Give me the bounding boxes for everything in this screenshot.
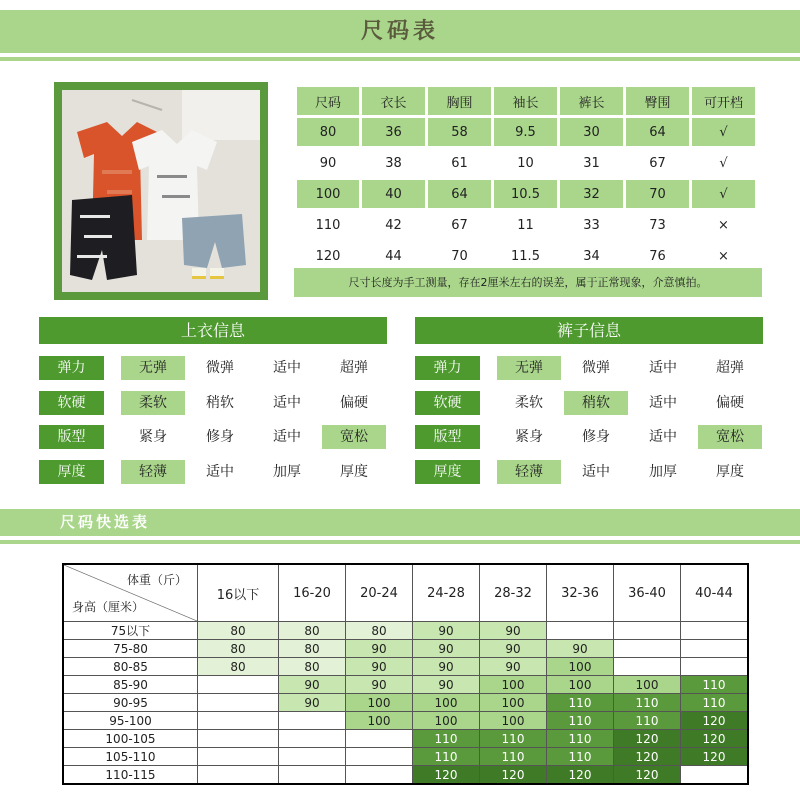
size-cell (614, 658, 681, 676)
property-option: 偏硬 (716, 395, 744, 411)
table-row (63, 730, 748, 748)
property-row (39, 356, 387, 380)
height-row-header: 90-95 (63, 694, 198, 712)
size-table-header (297, 87, 755, 115)
table-cell: 9.5 (494, 118, 557, 146)
size-cell: 110 (681, 676, 749, 694)
size-cell: 90 (346, 658, 413, 676)
property-option: 加厚 (273, 464, 301, 480)
quick-select-underline (0, 540, 800, 544)
property-label: 弹力 (415, 356, 480, 380)
weight-column-header: 28-32 (480, 564, 547, 622)
height-row-header: 75-80 (63, 640, 198, 658)
weight-label: 体重（斤） (126, 573, 187, 587)
table-row (63, 694, 748, 712)
size-cell: 120 (614, 766, 681, 785)
table-cell: 11 (494, 211, 557, 239)
table-cell: × (692, 211, 755, 239)
property-option: 厚度 (340, 464, 368, 480)
table-cell: 76 (626, 242, 689, 270)
property-option: 修身 (206, 429, 234, 445)
table-cell: √ (692, 180, 755, 208)
property-row (415, 460, 763, 484)
table-row (297, 242, 755, 270)
quick-select-title: 尺码快选表 (60, 513, 151, 531)
table-row (297, 180, 755, 208)
property-option: 紧身 (139, 429, 167, 445)
property-row (39, 425, 387, 449)
size-table (294, 84, 758, 273)
table-cell: 73 (626, 211, 689, 239)
size-cell (279, 730, 346, 748)
size-cell: 100 (480, 712, 547, 730)
property-label: 软硬 (415, 391, 480, 415)
size-cell (198, 694, 279, 712)
size-cell: 90 (346, 676, 413, 694)
weight-column-header: 20-24 (346, 564, 413, 622)
table-cell: √ (692, 149, 755, 177)
size-cell (279, 712, 346, 730)
diagonal-header (64, 565, 197, 621)
weight-column-header: 16以下 (198, 564, 279, 622)
property-option: 加厚 (649, 464, 677, 480)
property-option: 偏硬 (340, 395, 368, 411)
weight-column-header: 24-28 (413, 564, 480, 622)
table-cell: 90 (297, 149, 359, 177)
property-option-selected: 宽松 (322, 425, 386, 449)
size-cell: 90 (413, 676, 480, 694)
table-cell: √ (692, 118, 755, 146)
table-cell: 31 (560, 149, 623, 177)
size-cell: 120 (681, 748, 749, 766)
size-cell: 110 (547, 748, 614, 766)
table-cell: 42 (362, 211, 425, 239)
property-option: 适中 (649, 360, 677, 376)
title-underline (0, 57, 800, 61)
property-option: 适中 (649, 429, 677, 445)
table-row (63, 748, 748, 766)
property-label: 厚度 (415, 460, 480, 484)
size-cell: 110 (614, 694, 681, 712)
property-row (415, 391, 763, 415)
size-cell: 80 (279, 658, 346, 676)
table-cell: 64 (428, 180, 491, 208)
table-cell: 32 (560, 180, 623, 208)
size-cell: 120 (681, 730, 749, 748)
property-option: 适中 (273, 360, 301, 376)
size-cell: 100 (413, 694, 480, 712)
table-row (63, 622, 748, 640)
size-cell: 120 (614, 730, 681, 748)
size-cell (346, 730, 413, 748)
property-option-selected: 柔软 (121, 391, 185, 415)
table-cell: 100 (297, 180, 359, 208)
property-option: 微弹 (206, 360, 234, 376)
table-cell: 34 (560, 242, 623, 270)
property-row (39, 391, 387, 415)
size-cell: 100 (547, 658, 614, 676)
property-option: 紧身 (515, 429, 543, 445)
table-cell: 10 (494, 149, 557, 177)
size-cell: 90 (279, 676, 346, 694)
height-row-header: 100-105 (63, 730, 198, 748)
size-cell (279, 748, 346, 766)
property-option-selected: 无弹 (121, 356, 185, 380)
table-cell: 67 (428, 211, 491, 239)
product-photo (54, 82, 268, 300)
size-cell: 110 (547, 730, 614, 748)
table-row (63, 658, 748, 676)
table-row (297, 149, 755, 177)
property-label: 弹力 (39, 356, 104, 380)
property-row (39, 460, 387, 484)
weight-column-header: 16-20 (279, 564, 346, 622)
size-cell: 90 (480, 622, 547, 640)
size-cell: 110 (614, 712, 681, 730)
size-cell: 100 (480, 676, 547, 694)
size-cell: 100 (346, 694, 413, 712)
pants-info-title: 裤子信息 (415, 317, 763, 344)
quick-select-table (62, 563, 749, 785)
size-cell: 110 (480, 730, 547, 748)
size-cell: 80 (198, 622, 279, 640)
table-row (297, 211, 755, 239)
size-cell (198, 712, 279, 730)
table-cell: 36 (362, 118, 425, 146)
size-cell: 90 (346, 640, 413, 658)
size-cell: 90 (279, 694, 346, 712)
size-cell (279, 766, 346, 785)
property-option-selected: 稍软 (564, 391, 628, 415)
table-cell: 80 (297, 118, 359, 146)
size-cell (346, 748, 413, 766)
diagonal-header-cell (63, 564, 198, 622)
page-title: 尺码表 (360, 19, 439, 44)
property-option-selected: 宽松 (698, 425, 762, 449)
size-cell: 120 (480, 766, 547, 785)
table-cell: 110 (297, 211, 359, 239)
size-cell: 110 (413, 730, 480, 748)
size-cell: 90 (480, 658, 547, 676)
height-row-header: 85-90 (63, 676, 198, 694)
property-option: 厚度 (716, 464, 744, 480)
size-cell (681, 622, 749, 640)
property-option: 适中 (206, 464, 234, 480)
table-cell: 61 (428, 149, 491, 177)
table-cell: 70 (626, 180, 689, 208)
table-cell: 58 (428, 118, 491, 146)
table-cell: 33 (560, 211, 623, 239)
table-row (63, 640, 748, 658)
measurement-note: 尺寸长度为手工测量，存在2厘米左右的误差，属于正常现象，介意慎拍。 (294, 268, 762, 297)
table-row (63, 766, 748, 785)
table-cell: 38 (362, 149, 425, 177)
table-cell: 30 (560, 118, 623, 146)
height-row-header: 80-85 (63, 658, 198, 676)
size-cell (198, 748, 279, 766)
header-cell: 裤长 (560, 87, 623, 115)
property-option: 适中 (273, 429, 301, 445)
weight-column-header: 32-36 (547, 564, 614, 622)
top-info-title: 上衣信息 (39, 317, 387, 344)
property-option: 适中 (649, 395, 677, 411)
property-option: 修身 (582, 429, 610, 445)
size-cell (547, 622, 614, 640)
height-row-header: 75以下 (63, 622, 198, 640)
size-cell: 90 (413, 658, 480, 676)
header-cell: 可开档 (692, 87, 755, 115)
size-cell: 100 (547, 676, 614, 694)
size-cell: 90 (480, 640, 547, 658)
property-label: 软硬 (39, 391, 104, 415)
table-cell: 11.5 (494, 242, 557, 270)
size-cell: 120 (413, 766, 480, 785)
quick-header-row (63, 564, 748, 622)
property-option: 超弹 (340, 360, 368, 376)
size-cell (614, 622, 681, 640)
table-cell: 40 (362, 180, 425, 208)
size-cell: 120 (614, 748, 681, 766)
table-cell: 64 (626, 118, 689, 146)
table-cell: 120 (297, 242, 359, 270)
size-cell: 80 (198, 640, 279, 658)
property-option: 适中 (582, 464, 610, 480)
property-option: 稍软 (206, 395, 234, 411)
height-row-header: 95-100 (63, 712, 198, 730)
table-cell: 10.5 (494, 180, 557, 208)
table-row (63, 712, 748, 730)
property-option-selected: 轻薄 (497, 460, 561, 484)
table-cell: 70 (428, 242, 491, 270)
size-cell: 100 (346, 712, 413, 730)
size-cell: 90 (547, 640, 614, 658)
table-row (297, 118, 755, 146)
property-option: 超弹 (716, 360, 744, 376)
table-cell: 67 (626, 149, 689, 177)
property-label: 厚度 (39, 460, 104, 484)
quick-select-banner (0, 509, 800, 536)
property-option: 微弹 (582, 360, 610, 376)
property-row (415, 356, 763, 380)
size-cell: 110 (413, 748, 480, 766)
header-cell: 臀围 (626, 87, 689, 115)
table-cell: 44 (362, 242, 425, 270)
property-label: 版型 (415, 425, 480, 449)
table-row (63, 676, 748, 694)
size-cell (198, 730, 279, 748)
header-cell: 胸围 (428, 87, 491, 115)
size-cell (681, 640, 749, 658)
height-row-header: 110-115 (63, 766, 198, 785)
property-option-selected: 无弹 (497, 356, 561, 380)
size-cell: 110 (681, 694, 749, 712)
property-row (415, 425, 763, 449)
size-cell: 80 (279, 640, 346, 658)
table-cell: × (692, 242, 755, 270)
weight-column-header: 36-40 (614, 564, 681, 622)
header-cell: 袖长 (494, 87, 557, 115)
size-cell (198, 766, 279, 785)
size-cell: 110 (547, 712, 614, 730)
size-cell: 100 (413, 712, 480, 730)
photo-scene (62, 90, 260, 292)
size-cell: 80 (346, 622, 413, 640)
size-cell: 100 (480, 694, 547, 712)
size-cell: 80 (198, 658, 279, 676)
size-cell (198, 676, 279, 694)
property-option-selected: 轻薄 (121, 460, 185, 484)
size-cell: 110 (480, 748, 547, 766)
clothes-illustration (62, 90, 260, 292)
height-label: 身高（厘米） (72, 600, 145, 614)
size-cell: 120 (681, 712, 749, 730)
header-cell: 衣长 (362, 87, 425, 115)
size-cell: 80 (279, 622, 346, 640)
size-cell (346, 766, 413, 785)
size-cell (614, 640, 681, 658)
size-cell (681, 658, 749, 676)
size-cell: 90 (413, 640, 480, 658)
size-cell: 90 (413, 622, 480, 640)
size-cell: 110 (547, 694, 614, 712)
size-cell: 120 (547, 766, 614, 785)
size-cell: 100 (614, 676, 681, 694)
property-option: 柔软 (515, 395, 543, 411)
weight-column-header: 40-44 (681, 564, 749, 622)
property-option: 适中 (273, 395, 301, 411)
size-cell (681, 766, 749, 785)
height-row-header: 105-110 (63, 748, 198, 766)
title-banner (0, 10, 800, 53)
header-cell: 尺码 (297, 87, 359, 115)
property-label: 版型 (39, 425, 104, 449)
